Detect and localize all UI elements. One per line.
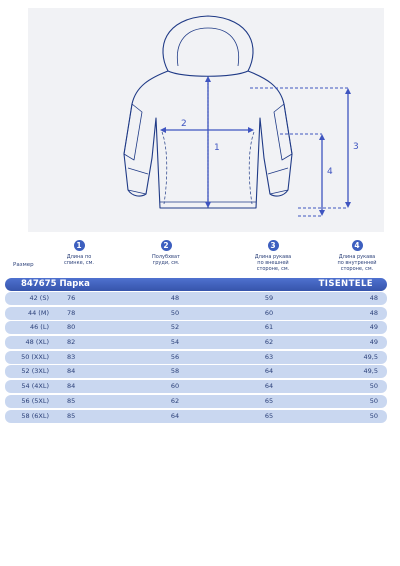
table-header xyxy=(5,240,393,276)
header-text-line: стороне, см. xyxy=(256,266,290,272)
parka-technical-drawing xyxy=(28,8,384,232)
length-cell: 84 xyxy=(67,382,76,391)
size-cell: 46 (L) xyxy=(29,323,49,332)
header-text-line: спинке, см. xyxy=(64,260,94,266)
sleeve-inner-cell: 48 xyxy=(369,294,378,302)
chest-cell: 54 xyxy=(170,338,180,347)
size-cell: 56 (5XL) xyxy=(21,396,49,405)
chest-cell: 58 xyxy=(170,367,180,376)
number-badge: 4 xyxy=(352,240,363,251)
sleeve-outer-cell: 64 xyxy=(264,382,274,391)
number-badge: 2 xyxy=(161,240,172,251)
table-row xyxy=(5,336,387,349)
size-table xyxy=(5,292,387,424)
sleeve-outer-cell: 61 xyxy=(264,323,274,332)
size-column-header: Размер xyxy=(13,262,34,268)
header-length xyxy=(49,240,109,266)
sleeve-outer-cell: 65 xyxy=(264,411,274,420)
measure-label-sleeve-inner: 4 xyxy=(327,167,333,177)
measure-label-length: 1 xyxy=(214,143,220,153)
sleeve-outer-cell: 63 xyxy=(264,352,274,361)
chest-cell: 56 xyxy=(170,352,180,361)
number-badge: 3 xyxy=(268,240,279,251)
header-sleeve-inner xyxy=(327,240,387,272)
number-badge: 1 xyxy=(74,240,85,251)
product-model-title: 847675 Парка xyxy=(21,279,90,289)
table-row xyxy=(5,292,387,305)
sleeve-outer-cell: 62 xyxy=(264,338,274,347)
header-chest xyxy=(136,240,196,266)
sleeve-inner-cell: 49 xyxy=(369,338,378,347)
header-sleeve-outer xyxy=(243,240,303,272)
table-row xyxy=(5,307,387,320)
table-row xyxy=(5,321,387,334)
table-row xyxy=(5,351,387,364)
brand-name: TISENTELE xyxy=(318,279,373,289)
header-text-line: по внешней xyxy=(257,260,289,266)
header-text-line: Длина по xyxy=(66,254,92,260)
chest-cell: 60 xyxy=(170,382,180,391)
sleeve-inner-cell: 48 xyxy=(369,308,378,317)
length-cell: 83 xyxy=(67,352,76,361)
length-cell: 80 xyxy=(67,323,76,332)
measurement-lines xyxy=(160,76,351,216)
product-title-bar xyxy=(5,278,387,291)
chest-cell: 52 xyxy=(170,323,180,332)
sleeve-outer-cell: 59 xyxy=(264,294,274,302)
header-text-line: стороне, см. xyxy=(340,266,374,272)
table-row xyxy=(5,380,387,393)
chest-cell: 50 xyxy=(170,308,180,317)
size-cell: 58 (6XL) xyxy=(21,411,49,420)
size-cell: 44 (M) xyxy=(27,308,49,317)
sleeve-inner-cell: 49 xyxy=(369,323,378,332)
sleeve-outer-cell: 60 xyxy=(264,308,274,317)
chest-cell: 62 xyxy=(170,396,180,405)
size-cell: 54 (4XL) xyxy=(21,382,49,391)
length-cell: 85 xyxy=(67,396,76,405)
length-cell: 76 xyxy=(67,294,76,302)
sleeve-outer-cell: 65 xyxy=(264,396,274,405)
sleeve-inner-cell: 50 xyxy=(369,411,378,420)
length-cell: 78 xyxy=(67,308,76,317)
sleeve-inner-cell: 50 xyxy=(369,396,378,405)
sleeve-inner-cell: 49,5 xyxy=(363,352,378,361)
size-cell: 52 (3XL) xyxy=(21,367,49,376)
table-row xyxy=(5,395,387,408)
size-cell: 50 (XXL) xyxy=(21,352,49,361)
length-cell: 82 xyxy=(67,338,76,347)
header-text-line: груди, см. xyxy=(152,260,180,266)
length-cell: 84 xyxy=(67,367,76,376)
table-row xyxy=(5,410,387,423)
chest-cell: 48 xyxy=(170,294,180,302)
table-row xyxy=(5,365,387,378)
measure-label-chest: 2 xyxy=(181,119,187,129)
size-cell: 42 (S) xyxy=(29,294,49,302)
garment-drawing-panel xyxy=(28,8,384,232)
header-text-line: Длина рукава xyxy=(254,254,292,260)
sleeve-inner-cell: 50 xyxy=(369,382,378,391)
sleeve-inner-cell: 49,5 xyxy=(363,367,378,376)
measure-label-sleeve-outer: 3 xyxy=(353,142,359,152)
header-text-line: по внутренней xyxy=(337,260,377,266)
size-cell: 48 (XL) xyxy=(25,338,49,347)
length-cell: 85 xyxy=(67,411,76,420)
header-text-line: Длина рукава xyxy=(338,254,376,260)
chest-cell: 64 xyxy=(170,411,180,420)
sleeve-outer-cell: 64 xyxy=(264,367,274,376)
header-text-line: Полубхват xyxy=(152,254,180,260)
